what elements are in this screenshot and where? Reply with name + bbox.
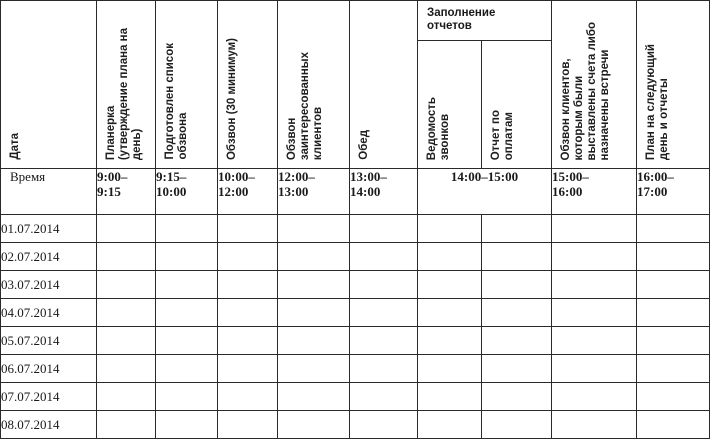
empty-cell[interactable] xyxy=(418,299,482,327)
empty-cell[interactable] xyxy=(552,215,637,243)
empty-cell[interactable] xyxy=(278,355,350,383)
time-calls-30: 10:00– 12:00 xyxy=(218,169,278,215)
empty-cell[interactable] xyxy=(482,383,552,411)
empty-cell[interactable] xyxy=(637,327,710,355)
header-date: Дата xyxy=(1,1,97,169)
header-calls-30: Обзвон (30 минимум) xyxy=(218,1,278,169)
empty-cell[interactable] xyxy=(97,411,156,439)
date-cell: 07.07.2014 xyxy=(1,383,97,411)
empty-cell[interactable] xyxy=(97,243,156,271)
empty-cell[interactable] xyxy=(637,299,710,327)
empty-cell[interactable] xyxy=(418,327,482,355)
table-row xyxy=(1,411,710,439)
table-row xyxy=(1,243,710,271)
empty-cell[interactable] xyxy=(637,411,710,439)
empty-cell[interactable] xyxy=(350,355,418,383)
header-reports-group: Заполнение отчетов xyxy=(418,1,552,41)
empty-cell[interactable] xyxy=(218,243,278,271)
empty-cell[interactable] xyxy=(218,383,278,411)
table-row xyxy=(1,215,710,243)
empty-cell[interactable] xyxy=(552,243,637,271)
empty-cell[interactable] xyxy=(552,411,637,439)
empty-cell[interactable] xyxy=(97,215,156,243)
empty-cell[interactable] xyxy=(156,383,218,411)
empty-cell[interactable] xyxy=(97,355,156,383)
header-invoiced-clients: Обзвон клиентов, которым были выставлены счета либо назначены встречи xyxy=(552,1,637,169)
empty-cell[interactable] xyxy=(418,243,482,271)
table-row xyxy=(1,383,710,411)
empty-cell[interactable] xyxy=(637,383,710,411)
date-cell: 01.07.2014 xyxy=(1,215,97,243)
time-call-list: 9:15– 10:00 xyxy=(156,169,218,215)
empty-cell[interactable] xyxy=(350,215,418,243)
time-plan-next: 16:00– 17:00 xyxy=(637,169,710,215)
header-planerka: Планерка (утверждение плана на день) xyxy=(97,1,156,169)
header-plan-next-day: План на следующий день и отчеты xyxy=(637,1,710,169)
empty-cell[interactable] xyxy=(218,327,278,355)
empty-cell[interactable] xyxy=(97,383,156,411)
date-cell: 02.07.2014 xyxy=(1,243,97,271)
empty-cell[interactable] xyxy=(156,215,218,243)
table-row xyxy=(1,271,710,299)
empty-cell[interactable] xyxy=(278,327,350,355)
empty-cell[interactable] xyxy=(97,271,156,299)
table-row xyxy=(1,299,710,327)
empty-cell[interactable] xyxy=(278,271,350,299)
empty-cell[interactable] xyxy=(278,411,350,439)
empty-cell[interactable] xyxy=(637,271,710,299)
empty-cell[interactable] xyxy=(350,271,418,299)
time-row xyxy=(1,169,710,215)
date-cell: 06.07.2014 xyxy=(1,355,97,383)
empty-cell[interactable] xyxy=(552,327,637,355)
header-interested-clients: Обзвон заинтересованных клиентов xyxy=(278,1,350,169)
time-label: Время xyxy=(1,169,97,215)
empty-cell[interactable] xyxy=(418,215,482,243)
time-lunch: 13:00– 14:00 xyxy=(350,169,418,215)
empty-cell[interactable] xyxy=(350,299,418,327)
empty-cell[interactable] xyxy=(637,215,710,243)
table-row xyxy=(1,355,710,383)
empty-cell[interactable] xyxy=(218,299,278,327)
header-calls-log: Ведомость звонков xyxy=(418,41,482,169)
empty-cell[interactable] xyxy=(482,355,552,383)
empty-cell[interactable] xyxy=(278,243,350,271)
time-planerka: 9:00– 9:15 xyxy=(97,169,156,215)
empty-cell[interactable] xyxy=(156,271,218,299)
empty-cell[interactable] xyxy=(482,243,552,271)
empty-cell[interactable] xyxy=(218,411,278,439)
empty-cell[interactable] xyxy=(418,271,482,299)
empty-cell[interactable] xyxy=(156,411,218,439)
empty-cell[interactable] xyxy=(482,271,552,299)
empty-cell[interactable] xyxy=(418,355,482,383)
empty-cell[interactable] xyxy=(278,383,350,411)
empty-cell[interactable] xyxy=(418,411,482,439)
empty-cell[interactable] xyxy=(278,215,350,243)
empty-cell[interactable] xyxy=(278,299,350,327)
table-row xyxy=(1,327,710,355)
date-cell: 05.07.2014 xyxy=(1,327,97,355)
empty-cell[interactable] xyxy=(218,355,278,383)
empty-cell[interactable] xyxy=(156,327,218,355)
empty-cell[interactable] xyxy=(637,243,710,271)
empty-cell[interactable] xyxy=(552,355,637,383)
empty-cell[interactable] xyxy=(156,299,218,327)
empty-cell[interactable] xyxy=(482,299,552,327)
empty-cell[interactable] xyxy=(482,327,552,355)
empty-cell[interactable] xyxy=(350,327,418,355)
empty-cell[interactable] xyxy=(482,215,552,243)
empty-cell[interactable] xyxy=(97,327,156,355)
empty-cell[interactable] xyxy=(482,411,552,439)
date-cell: 04.07.2014 xyxy=(1,299,97,327)
empty-cell[interactable] xyxy=(156,355,218,383)
empty-cell[interactable] xyxy=(350,383,418,411)
empty-cell[interactable] xyxy=(350,243,418,271)
header-lunch: Обед xyxy=(350,1,418,169)
empty-cell[interactable] xyxy=(552,299,637,327)
empty-cell[interactable] xyxy=(156,243,218,271)
time-reports: 14:00–15:00 xyxy=(418,169,552,215)
empty-cell[interactable] xyxy=(552,271,637,299)
header-payments-report: Отчет по оплатам xyxy=(482,41,552,169)
date-rows xyxy=(1,215,710,439)
empty-cell[interactable] xyxy=(218,215,278,243)
time-invoiced: 15:00– 16:00 xyxy=(552,169,637,215)
empty-cell[interactable] xyxy=(218,271,278,299)
empty-cell[interactable] xyxy=(97,299,156,327)
empty-cell[interactable] xyxy=(552,383,637,411)
date-cell: 08.07.2014 xyxy=(1,411,97,439)
empty-cell[interactable] xyxy=(418,383,482,411)
date-cell: 03.07.2014 xyxy=(1,271,97,299)
empty-cell[interactable] xyxy=(350,411,418,439)
header-row-top xyxy=(1,1,710,41)
time-interested: 12:00– 13:00 xyxy=(278,169,350,215)
empty-cell[interactable] xyxy=(637,355,710,383)
header-call-list: Подготовлен список обзвона xyxy=(156,1,218,169)
